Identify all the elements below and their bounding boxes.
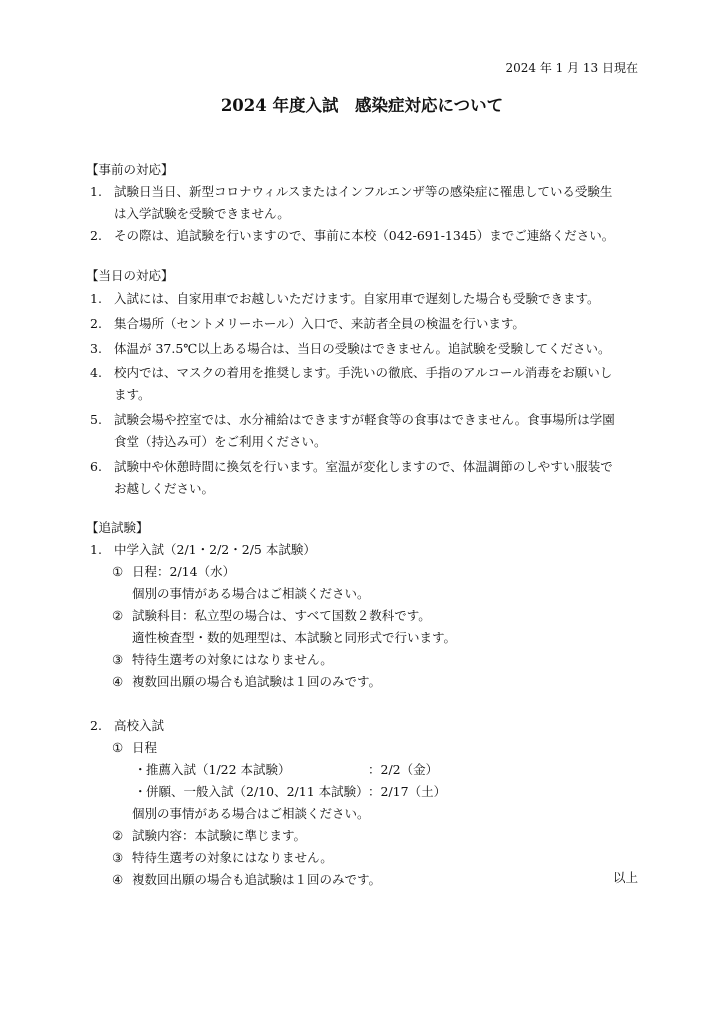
item-number: 2. — [90, 316, 102, 331]
document-title: 2024 年度入試 感染症対応について — [220, 96, 504, 115]
item-text: 適性検査型・数的処理型は、本試験と同形式で行います。 — [132, 630, 457, 645]
circled-number: ④ — [112, 674, 124, 689]
item-text: 個別の事情がある場合はご相談ください。 — [132, 806, 370, 821]
item-number: 6. — [90, 459, 102, 474]
item-text: 個別の事情がある場合はご相談ください。 — [132, 586, 370, 601]
item-text: 体温が 37.5℃以上ある場合は、当日の受験はできません。追試験を受験してください。 — [114, 341, 611, 356]
circled-number: ② — [112, 828, 124, 843]
item-number: 5. — [90, 412, 102, 427]
section-heading-exam-day: 【当日の対応】 — [86, 268, 174, 283]
schedule-label: 推薦入試（1/22 本試験） — [146, 762, 291, 777]
item-text: 試験中や休憩時間に換気を行います。室温が変化しますので、体温調節のしやすい服装で — [114, 459, 613, 474]
circled-number: ④ — [112, 872, 124, 887]
item-text: 試験日当日、新型コロナウィルスまたはインフルエンザ等の感染症に罹患している受験生 — [114, 184, 613, 199]
item-number: 1. — [90, 291, 102, 306]
item-text: 入試には、自家用車でお越しいただけます。自家用車で遅刻した場合も受験できます。 — [114, 291, 600, 306]
bullet: ・ — [134, 762, 147, 777]
item-text: 試験科目：私立型の場合は、すべて国数２教科です。 — [132, 608, 431, 623]
bullet: ・ — [134, 784, 147, 799]
item-text: ます。 — [114, 387, 151, 402]
schedule-label: 併願、一般入試（2/10、2/11 本試験） — [146, 784, 369, 799]
item-text: 日程 — [132, 740, 158, 755]
item-text: 食堂（持込み可）をご利用ください。 — [114, 434, 327, 449]
item-text: 集合場所（セントメリーホール）入口で、来訪者全員の検温を行います。 — [114, 316, 525, 331]
item-number: 3. — [90, 341, 102, 356]
item-number: 2. — [90, 718, 102, 733]
schedule-date: ：2/17（土） — [368, 784, 447, 799]
item-text: 複数回出願の場合も追試験は１回のみです。 — [132, 872, 382, 887]
circled-number: ① — [112, 564, 124, 579]
item-text: 試験内容：本試験に準じます。 — [132, 828, 307, 843]
item-number: 1. — [90, 542, 102, 557]
subsection-label-junior: 中学入試（2/1・2/2・2/5 本試験） — [114, 542, 316, 557]
item-text: 日程：2/14（水） — [132, 564, 236, 579]
item-number: 1. — [90, 184, 102, 199]
item-number: 4. — [90, 365, 102, 380]
circled-number: ① — [112, 740, 124, 755]
item-text: 特待生選考の対象にはなりません。 — [132, 652, 333, 667]
item-text: は入学試験を受験できません。 — [114, 206, 290, 221]
item-text: お越しください。 — [114, 481, 215, 496]
circled-number: ② — [112, 608, 124, 623]
item-text: 校内では、マスクの着用を推奨します。手洗いの徹底、手指のアルコール消毒をお願いし — [114, 365, 613, 380]
item-text: その際は、追試験を行いますので、事前に本校（042-691-1345）までご連絡ください。 — [114, 228, 615, 243]
item-text: 特待生選考の対象にはなりません。 — [132, 850, 333, 865]
circled-number: ③ — [112, 850, 124, 865]
section-heading-before: 【事前の対応】 — [86, 162, 174, 177]
item-number: 2. — [90, 228, 102, 243]
section-heading-makeup: 【追試験】 — [86, 520, 149, 535]
schedule-date: ：2/2（金） — [368, 762, 439, 777]
subsection-label-senior: 高校入試 — [114, 718, 165, 733]
document-date: 2024 年 1 月 13 日現在 — [505, 61, 638, 75]
closing-mark: 以上 — [612, 870, 638, 885]
item-text: 試験会場や控室では、水分補給はできますが軽食等の食事はできません。食事場所は学園 — [114, 412, 615, 427]
item-text: 複数回出願の場合も追試験は１回のみです。 — [132, 674, 382, 689]
circled-number: ③ — [112, 652, 124, 667]
